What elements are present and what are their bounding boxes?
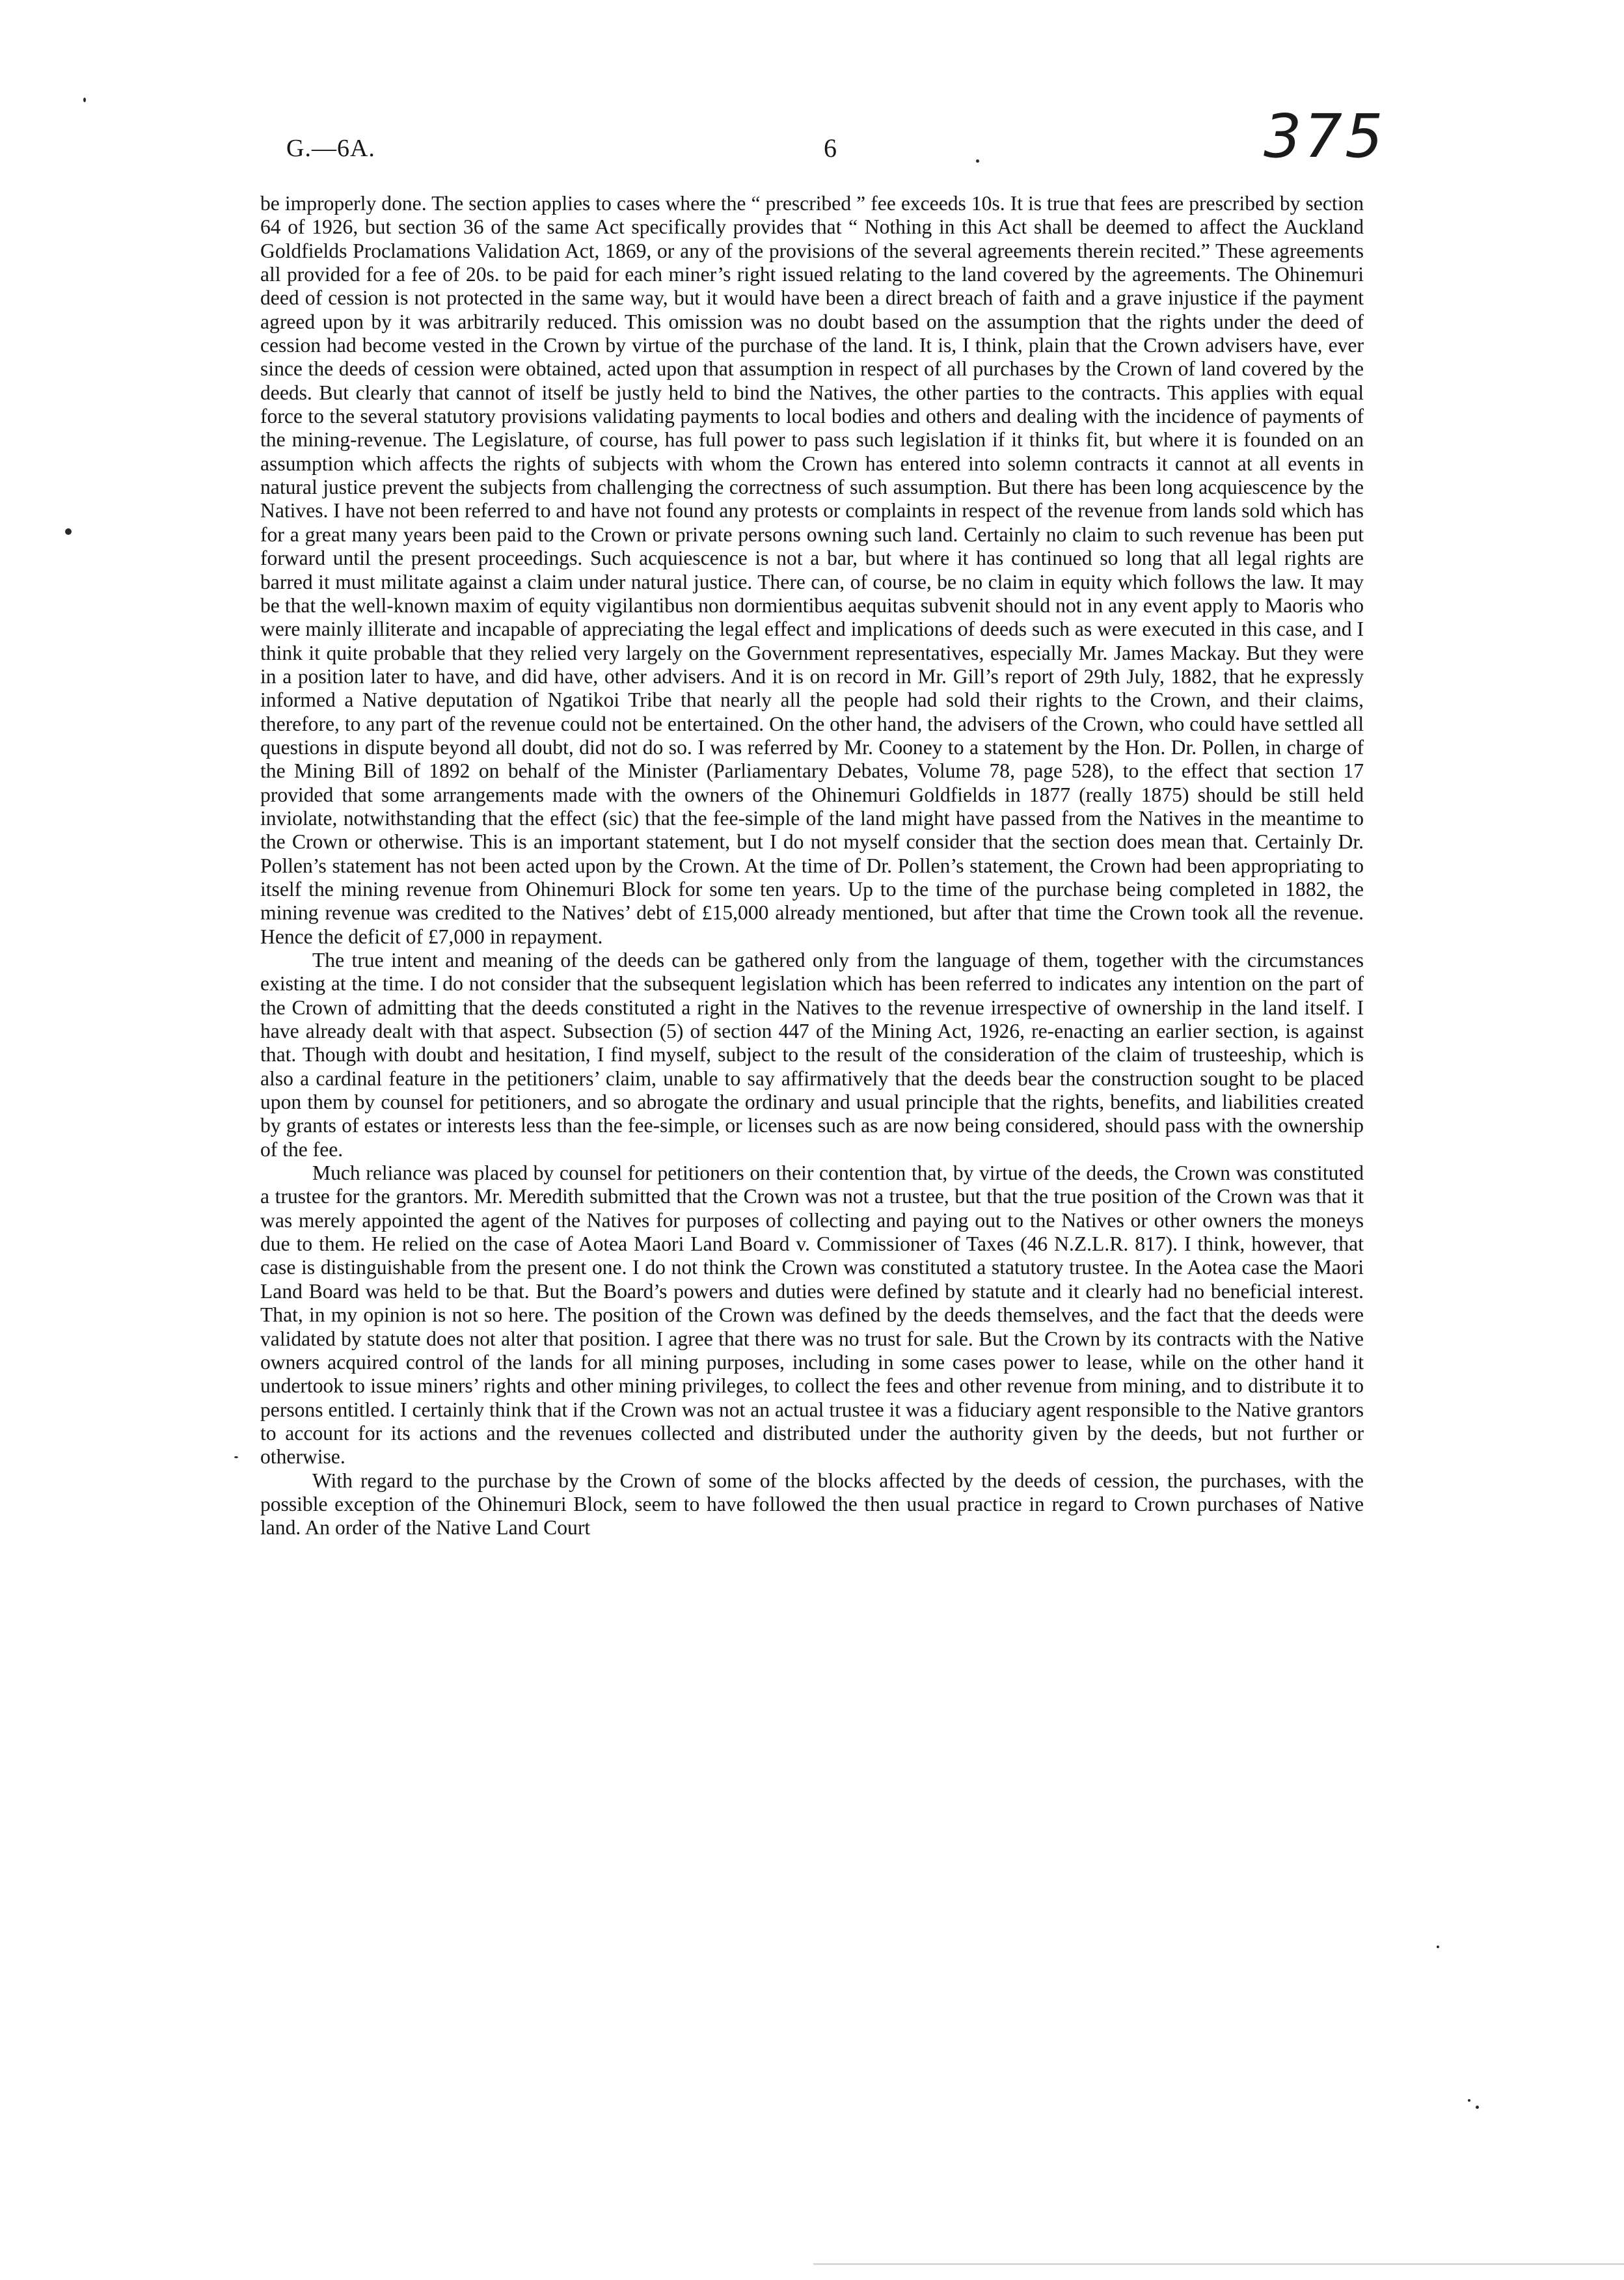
scan-speck [1437,1946,1439,1948]
scan-edge-line [813,2263,1624,2265]
scan-speck [234,1456,238,1458]
scan-speck [1468,2099,1470,2102]
scan-speck [976,159,979,163]
document-reference: G.—6A. [286,135,375,162]
scan-speck [1476,2106,1479,2109]
page-header [0,102,1624,180]
handwritten-archive-number: 375 [1264,102,1386,171]
body-text [260,192,1364,1540]
scan-speck [83,98,86,102]
paragraph-4: With regard to the purchase by the Crown of some of the blocks affected by the deeds of cession, the purchases, with the possible exception of the Ohinemuri Block, seem to have followed the then usual practice in regard to Crown purchases of Native land. An order of the Native Land Court [260,1469,1364,1540]
paragraph-1: be improperly done. The section applies to cases where the “ prescribed ” fee exceeds 10s. It is true that fees are prescribed by section 64 of 1926, but section 36 of the same Act specifically provides that “ Nothing in this Act shall be deemed to affect the Auckland Goldfields Proclamations Validation Act, 1869, or any of the provisions of the several agreements therein recited.” These agreements all provided for a fee of 20s. to be paid for each miner’s right issued relating to the land covered by the agreements. The Ohinemuri deed of cession is not protected in the same way, but it would have been a direct breach of faith and a grave injustice if the payment agreed upon by it was arbitrarily reduced. This omission was no doubt based on the assumption that the rights under the deed of cession had become vested in the Crown by virtue of the purchase of the land. It is, I think, plain that the Crown advisers have, ever since the deeds of cession were obtained, acted upon that assumption in respect of all purchases by the Crown of land covered by the deeds. But clearly that cannot of itself be justly held to bind the Natives, the other parties to the contracts. This applies with equal force to the several statutory provisions validating payments to local bodies and others and dealing with the incidence of payments of the mining-revenue. The Legislature, of course, has full power to pass such legislation if it thinks fit, but where it is founded on an assumption which affects the rights of subjects with whom the Crown has entered into solemn contracts it cannot at all events in natural justice prevent the subjects from challenging the correctness of such assumption. But there has been long acquiescence by the Natives. I have not been referred to and have not found any protests or complaints in respect of the revenue from lands sold which has for a great many years been paid to the Crown or private persons owning such land. Certainly no claim to such revenue has been put forward until the present proceedings. Such acquiescence is not a bar, but where it has continued so long that all legal rights are barred it must militate against a claim under natural justice. There can, of course, be no claim in equity which follows the law. It may be that the well-known maxim of equity vigilantibus non dormientibus aequitas subvenit should not in any event apply to Maoris who were mainly illiterate and incapable of appreciating the legal effect and implications of deeds such as were executed in this case, and I think it quite probable that they relied very largely on the Government representatives, especially Mr. James Mackay. But they were in a position later to have, and did have, other advisers. And it is on record in Mr. Gill’s report of 29th July, 1882, that he expressly informed a Native deputation of Ngatikoi Tribe that nearly all the people had sold their rights to the Crown, and their claims, therefore, to any part of the revenue could not be entertained. On the other hand, the advisers of the Crown, who could have settled all questions in dispute beyond all doubt, did not do so. I was referred by Mr. Cooney to a statement by the Hon. Dr. Pollen, in charge of the Mining Bill of 1892 on behalf of the Minister (Parliamentary Debates, Volume 78, page 528), to the effect that section 17 provided that some arrangements made with the owners of the Ohinemuri Goldfields in 1877 (really 1875) should be still held inviolate, notwithstanding that the effect (sic) that the fee-simple of the land might have passed from the Natives in the meantime to the Crown or otherwise. This is an important statement, but I do not myself consider that the section does mean that. Certainly Dr. Pollen’s statement has not been acted upon by the Crown. At the time of Dr. Pollen’s statement, the Crown had been appropriating to itself the mining revenue from Ohinemuri Block for some ten years. Up to the time of the purchase being completed in 1882, the mining revenue was credited to the Natives’ debt of £15,000 already mentioned, but after that time the Crown took all the revenue. Hence the deficit of £7,000 in repayment. [260,192,1364,948]
paragraph-3: Much reliance was placed by counsel for petitioners on their contention that, by virtue of the deeds, the Crown was constituted a trustee for the grantors. Mr. Meredith submitted that the Crown was not a trustee, but that the true position of the Crown was that it was merely appointed the agent of the Natives for purposes of collecting and paying out to the Natives or other owners the moneys due to them. He relied on the case of Aotea Maori Land Board v. Commissioner of Taxes (46 N.Z.L.R. 817). I think, however, that case is distinguishable from the present one. I do not think the Crown was constituted a statutory trustee. In the Aotea case the Maori Land Board was held to be that. But the Board’s powers and duties were defined by statute and it clearly had no beneficial interest. That, in my opinion is not so here. The position of the Crown was defined by the deeds themselves, and the fact that the deeds were validated by statute does not alter that position. I agree that there was no trust for sale. But the Crown by its contracts with the Native owners acquired control of the lands for all mining purposes, including in some cases power to lease, while on the other hand it undertook to issue miners’ rights and other mining privileges, to collect the fees and other revenue from mining, and to distribute it to persons entitled. I certainly think that if the Crown was not an actual trustee it was a fiduciary agent responsible to the Native grantors to account for its actions and the revenues collected and distributed under the authority given by the deeds, but not further or otherwise. [260,1161,1364,1469]
scan-speck [65,528,72,535]
page-number: 6 [824,133,837,163]
paragraph-2: The true intent and meaning of the deeds can be gathered only from the language of them, together with the circumstances existing at the time. I do not consider that the subsequent legislation which has been referred to indicates any intention on the part of the Crown of admitting that the deeds constituted a right in the Natives to the revenue irrespective of ownership in the land itself. I have already dealt with that aspect. Subsection (5) of section 447 of the Mining Act, 1926, re-enacting an earlier section, is against that. Though with doubt and hesitation, I find myself, subject to the result of the consideration of the claim of trusteeship, which is also a cardinal feature in the petitioners’ claim, unable to say affirmatively that the deeds bear the construction sought to be placed upon them by counsel for petitioners, and so abrogate the ordinary and usual principle that the rights, benefits, and liabilities created by grants of estates or interests less than the fee-simple, or licenses such as are now being considered, should pass with the ownership of the fee. [260,949,1364,1161]
